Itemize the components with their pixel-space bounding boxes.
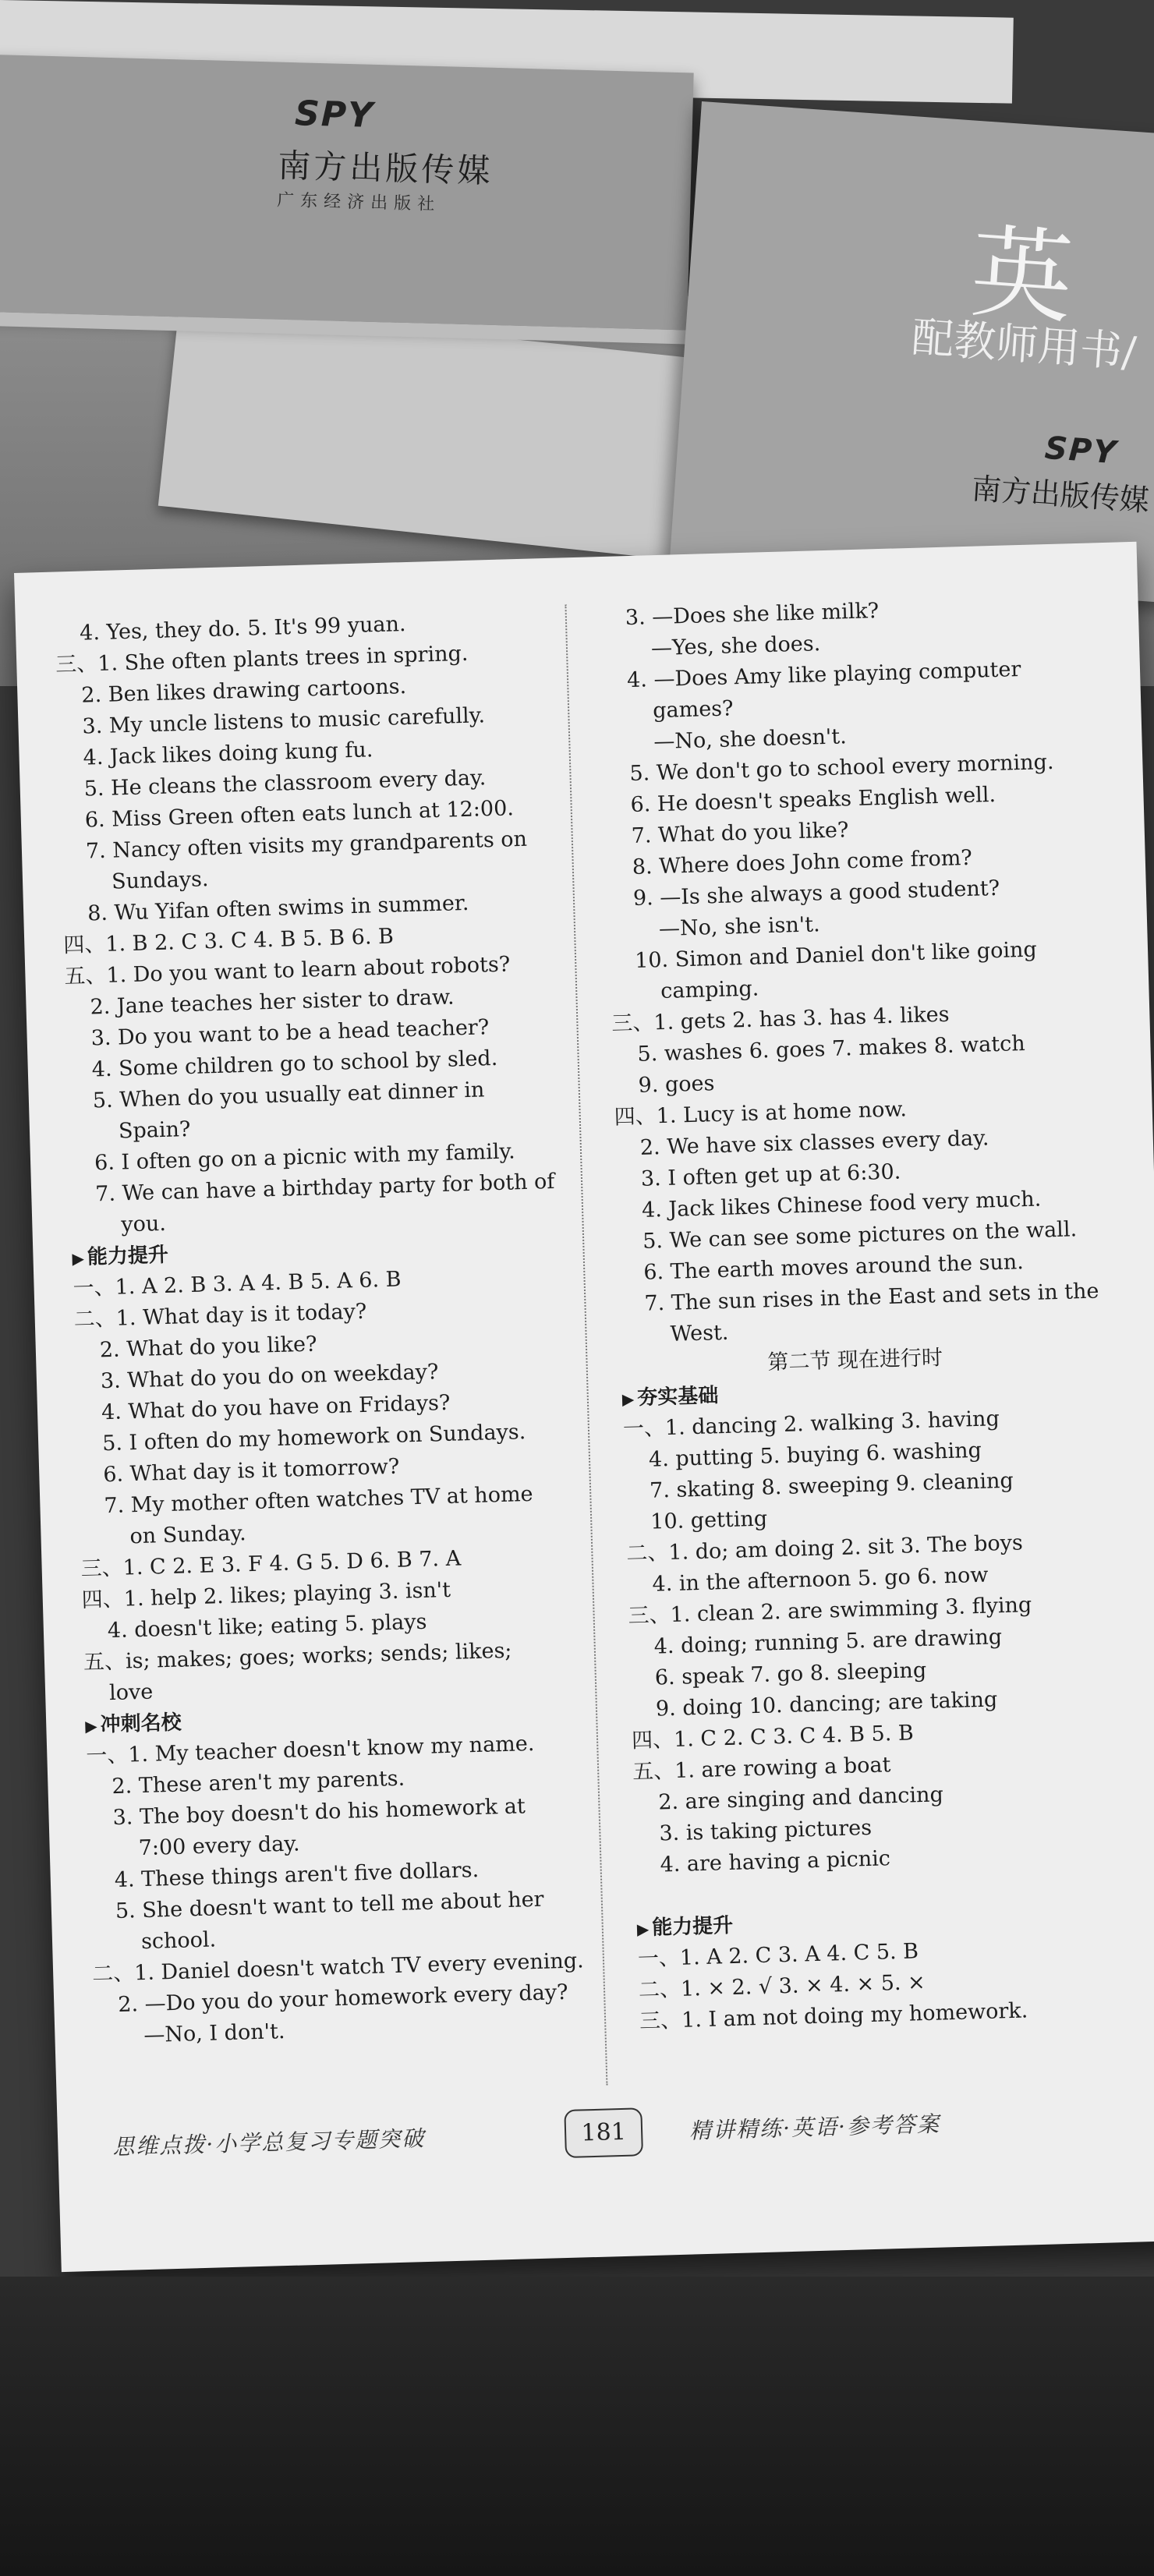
answer-line: 7. What do you like? — [631, 818, 849, 849]
answer-line: 5. We can see some pictures on the wall. — [642, 1217, 1078, 1254]
answer-line: 6. Miss Green often eats lunch at 12:00. — [84, 796, 515, 833]
answer-line: 三、1. I am not doing my homework. — [639, 1998, 1028, 2034]
answer-line: 9. doing 10. dancing; are taking — [655, 1687, 998, 1721]
answer-line: 二、1. What day is it today? — [73, 1299, 367, 1332]
answer-line: 四、1. Lucy is at home now. — [614, 1097, 908, 1130]
publisher-logo: 南方出版传媒 — [970, 471, 1151, 518]
answer-line: 3. is taking pictures — [659, 1815, 873, 1846]
answer-line: 三、1. gets 2. has 3. has 4. likes — [611, 1002, 950, 1036]
answer-line: 4. in the afternoon 5. go 6. now — [652, 1562, 989, 1597]
answer-line: 一、1. dancing 2. walking 3. having — [622, 1407, 1000, 1442]
answer-line: 6. I often go on a picnic with my family. — [94, 1139, 516, 1176]
answer-line: 3. I often get up at 6:30. — [640, 1159, 901, 1191]
answer-line: 4. These things aren't five dollars. — [114, 1858, 480, 1893]
answer-line: 4. Yes, they do. 5. It's 99 yuan. — [79, 612, 406, 646]
answer-line: 2. —Do you do your homework every day? — [117, 1980, 568, 2017]
page-number: 181 — [564, 2107, 643, 2158]
right-book-cover — [669, 101, 1154, 606]
answer-line: 三、1. She often plants trees in spring. — [55, 641, 469, 678]
answer-line: 4. —Does Amy like playing computer — [626, 656, 1021, 693]
spy-logo: SPY — [1043, 430, 1119, 472]
answer-line: —No, she isn't. — [658, 912, 821, 942]
answer-line: 四、1. help 2. likes; playing 3. isn't — [81, 1577, 451, 1613]
answer-line: 7. We can have a birthday party for both of — [94, 1169, 555, 1207]
answer-line: 二、1. Daniel doesn't watch TV every evening. — [91, 1948, 585, 1987]
answer-line: 2. We have six classes every day. — [639, 1126, 989, 1160]
answer-line: 10. getting — [650, 1506, 768, 1534]
answer-page — [14, 542, 1154, 2272]
answer-line: 4. Jack likes Chinese food very much. — [641, 1187, 1042, 1223]
answer-line: 7. Nancy often visits my grandparents on — [85, 826, 528, 864]
answer-line: 2. Jane teaches her sister to draw. — [90, 985, 455, 1020]
answer-line: 5. She doesn't want to tell me about her — [115, 1887, 544, 1924]
answer-line: Sundays. — [111, 867, 209, 894]
footer-right-title: 精讲精练·英语·参考答案 — [689, 2111, 941, 2144]
answer-line: camping. — [660, 976, 759, 1004]
answer-line: 四、1. C 2. C 3. C 4. B 5. B — [631, 1721, 915, 1753]
answer-line: 三、1. clean 2. are swimming 3. flying — [628, 1593, 1032, 1629]
answer-line: 4. are having a picnic — [660, 1846, 891, 1877]
answer-line: 2. These aren't my parents. — [112, 1766, 405, 1799]
answer-line: 一、1. My teacher doesn't know my name. — [85, 1731, 535, 1769]
cover-subtitle: 配教师用书/ — [910, 312, 1138, 377]
page-footer — [97, 2093, 1142, 2169]
answer-line: 2. What do you like? — [99, 1332, 317, 1363]
answer-line: 6. He doesn't speaks English well. — [630, 782, 996, 818]
answer-line: Spain? — [118, 1116, 191, 1144]
spy-logo: SPY — [294, 94, 375, 136]
answer-line: 3. My uncle listens to music carefully. — [82, 703, 486, 739]
answer-line: 9. goes — [638, 1071, 715, 1098]
answer-line: —No, I don't. — [143, 2019, 285, 2048]
answer-line: 5. washes 6. goes 7. makes 8. watch — [637, 1031, 1026, 1067]
answer-line: 五、is; makes; goes; works; sends; likes; — [83, 1638, 512, 1675]
answer-line: 7. skating 8. sweeping 9. cleaning — [649, 1468, 1014, 1503]
answer-line: —Yes, she does. — [650, 632, 821, 661]
answer-line: 4. What do you have on Fridays? — [101, 1390, 451, 1425]
answer-line: 3. —Does she like milk? — [625, 599, 880, 631]
section-heading: ▶ 夯实基础 — [621, 1369, 1121, 1414]
section-title: 第二节 现在进行时 — [766, 1346, 943, 1375]
left-answer-column — [55, 605, 593, 2053]
imprint-name: 广东经济出版社 — [276, 190, 441, 215]
left-book-cover — [0, 55, 694, 330]
answer-line: 2. Ben likes drawing cartoons. — [80, 674, 407, 708]
answer-line: 3. What do you do on weekday? — [100, 1360, 439, 1394]
answer-line: 3. The boy doesn't do his homework at — [112, 1794, 526, 1831]
answer-line: 7. My mother often watches TV at home — [104, 1481, 533, 1519]
answer-line: 4. doesn't like; eating 5. plays — [107, 1609, 427, 1644]
answer-line: 7. The sun rises in the East and sets in the — [644, 1279, 1099, 1316]
section-heading: ▶ 能力提升 — [636, 1899, 1136, 1944]
answer-line: 3. Do you want to be a head teacher? — [90, 1015, 490, 1051]
answer-line: on Sunday. — [129, 1521, 247, 1549]
answer-line: school. — [140, 1927, 217, 1955]
footer-left-title: 思维点拨·小学总复习专题突破 — [112, 2125, 426, 2160]
answer-line: 9. —Is she always a good student? — [632, 876, 1000, 911]
answer-line: 四、1. B 2. C 3. C 4. B 5. B 6. B — [62, 924, 395, 958]
answer-line: you. — [120, 1211, 167, 1237]
answer-line: 二、1. × 2. √ 3. × 4. × 5. × — [638, 1970, 926, 2003]
answer-line: 五、1. are rowing a boat — [632, 1753, 891, 1785]
answer-line: love — [108, 1679, 154, 1706]
answer-line: 2. are singing and dancing — [657, 1782, 944, 1815]
publisher-logo: 南方出版传媒 — [277, 146, 494, 190]
answer-line: 5. He cleans the classroom every day. — [83, 766, 487, 801]
answer-line: 5. I often do my homework on Sundays. — [101, 1420, 526, 1456]
answer-line: 6. The earth moves around the sun. — [642, 1250, 1025, 1285]
answer-line: 三、1. C 2. E 3. F 4. G 5. D 6. B 7. A — [80, 1546, 462, 1582]
section-heading: ▶ 能力提升 — [72, 1228, 572, 1273]
answer-line: 五、1. Do you want to learn about robots? — [64, 952, 511, 989]
answer-line: 4. doing; running 5. are drawing — [653, 1625, 1003, 1659]
answer-line: West. — [670, 1320, 729, 1346]
answer-line: 一、1. A 2. C 3. A 4. C 5. B — [637, 1939, 919, 1972]
answer-line: 二、1. do; am doing 2. sit 3. The boys — [626, 1530, 1024, 1566]
answer-line: 4. Jack likes doing kung fu. — [83, 738, 373, 770]
dark-foreground — [0, 2277, 1154, 2576]
answer-line: 4. Some children go to school by sled. — [91, 1046, 498, 1082]
answer-line: 7:00 every day. — [138, 1831, 300, 1861]
answer-line: 6. What day is it tomorrow? — [102, 1454, 400, 1488]
answer-line: 一、1. A 2. B 3. A 4. B 5. A 6. B — [73, 1267, 402, 1301]
answer-line: 5. When do you usually eat dinner in — [92, 1077, 485, 1113]
right-answer-column — [600, 589, 1138, 2037]
answer-line: —No, she doesn't. — [653, 724, 848, 755]
answer-line: 8. Wu Yifan often swims in summer. — [87, 890, 469, 926]
answer-line: 6. speak 7. go 8. sleeping — [654, 1658, 927, 1690]
answer-line: 5. We don't go to school every morning. — [629, 749, 1054, 787]
answer-line: 10. Simon and Daniel don't like going — [634, 937, 1038, 973]
section-heading: ▶ 冲刺名校 — [85, 1696, 585, 1741]
answer-line: 4. putting 5. buying 6. washing — [648, 1438, 982, 1472]
cover-title: 英 — [967, 212, 1077, 338]
answer-line: 8. Where does John come from? — [632, 845, 973, 880]
answer-line: games? — [652, 696, 734, 724]
